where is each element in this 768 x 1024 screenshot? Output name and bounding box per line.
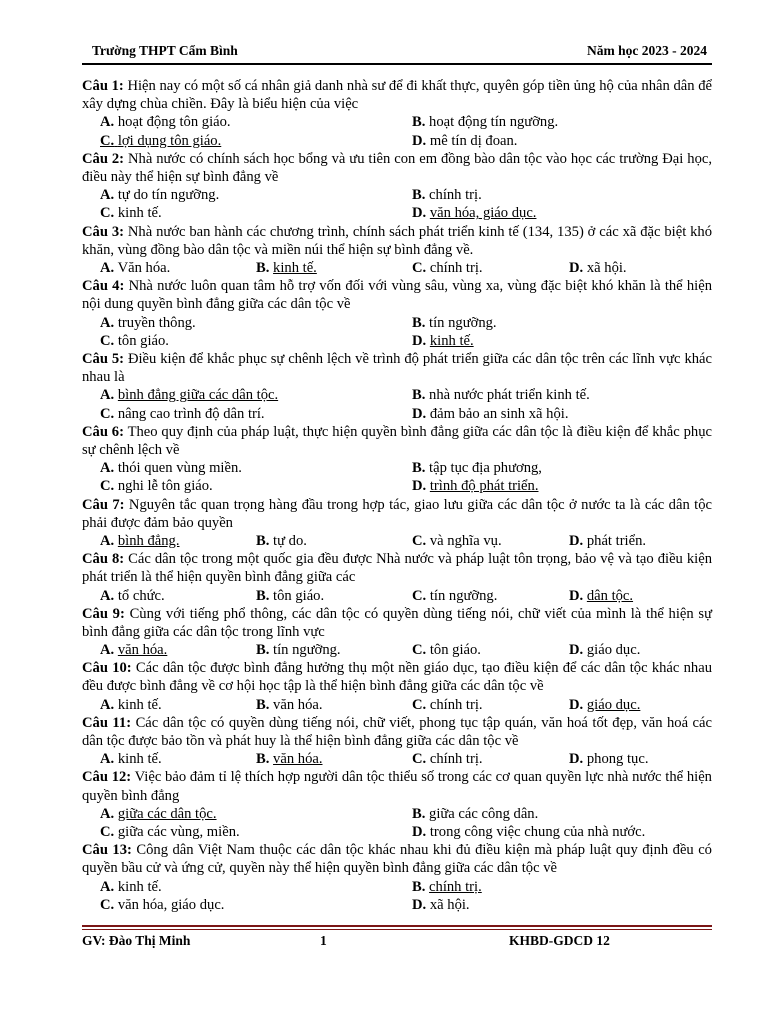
option-c[interactable]: C. chính trị. [412, 259, 483, 276]
option-d[interactable]: D. giáo dục. [569, 642, 641, 659]
subject-code: KHBD-GDCD 12 [509, 933, 610, 948]
question-text: Cùng với tiếng phổ thông, các dân tộc có quyền dùng tiếng nói, chữ viết của mình là thể hiện sự bình đẳng giữa các dân tộc trong lĩnh vực [82, 605, 712, 640]
question-8 [82, 550, 712, 586]
question-text: Nhà nước có chính sách học bổng và ưu tiên con em đồng bào dân tộc vào học các trường Đại học, điều này thể hiện sự bình đẳng về [82, 150, 712, 185]
option-d[interactable]: D. kinh tế. [412, 332, 474, 349]
options-row [82, 132, 712, 150]
page-header [82, 43, 712, 63]
options-row [82, 186, 712, 204]
question-12 [82, 768, 712, 804]
option-a[interactable]: A. giữa các dân tộc. [100, 805, 217, 822]
question-text: Nhà nước ban hành các chương trình, chính sách phát triển kinh tế (134, 135) ở các xã đặc biệt khó khăn, vùng đồng bào dân tộc và miền núi thể hiện sự bình đẳng về. [82, 223, 713, 258]
question-4 [82, 277, 712, 313]
page-number: 1 [320, 933, 327, 948]
option-a[interactable]: A. truyền thông. [100, 314, 196, 331]
option-b[interactable]: B. tín ngưỡng. [256, 642, 341, 659]
question-text: Các dân tộc trong một quốc gia đều được Nhà nước và pháp luật tôn trọng, bảo vệ và tạo điều kiện phát triển là thể hiện quyền bình đẳng giữa các [82, 551, 712, 586]
option-b[interactable]: B. nhà nước phát triển kinh tế. [412, 387, 590, 404]
option-d[interactable]: D. đảm bảo an sinh xã hội. [412, 405, 569, 422]
option-b[interactable]: B. kinh tế. [256, 259, 317, 276]
options-row [82, 259, 712, 277]
question-7 [82, 496, 712, 532]
option-a[interactable]: A. kinh tế. [100, 878, 162, 895]
question-number: Câu 13: [82, 842, 132, 859]
option-a[interactable]: A. bình đẳng. [100, 532, 180, 549]
question-3 [82, 223, 712, 259]
option-b[interactable]: B. giữa các công dân. [412, 805, 539, 822]
question-text: Nguyên tắc quan trọng hàng đầu trong hợp tác, giao lưu giữa các dân tộc ở nước ta là các dân tộc phải được đảm bảo quyền [82, 496, 712, 531]
question-11 [82, 714, 712, 750]
question-text: Nhà nước luôn quan tâm hỗ trợ vốn đối với vùng sâu, vùng xa, vùng đặc biệt khó khăn là thể hiện nội dung quyền bình đẳng giữa các dân tộc về [82, 278, 712, 313]
question-number: Câu 8: [82, 551, 125, 568]
question-number: Câu 3: [82, 223, 124, 240]
option-b[interactable]: B. hoạt động tín ngưỡng. [412, 114, 559, 131]
option-d[interactable]: D. xã hội. [569, 259, 627, 276]
option-a[interactable]: A. tự do tín ngưỡng. [100, 187, 220, 204]
option-b[interactable]: B. văn hóa. [256, 751, 323, 768]
question-text: Công dân Việt Nam thuộc các dân tộc khác nhau khi đủ điều kiện mà pháp luật quy định đều có quyền bầu cử và ứng cử, quyền này thể hiện quyền bình đẳng giữa các dân tộc về [82, 842, 712, 877]
question-text: Theo quy định của pháp luật, thực hiện quyền bình đẳng giữa các dân tộc là điều kiện để khắc phục sự chênh lệch về [82, 423, 712, 458]
question-5 [82, 350, 712, 386]
option-a[interactable]: A. bình đẳng giữa các dân tộc. [100, 387, 279, 404]
option-a[interactable]: A. văn hóa. [100, 642, 168, 659]
option-a[interactable]: A. kinh tế. [100, 751, 162, 768]
question-13 [82, 841, 712, 877]
option-a[interactable]: A. thói quen vùng miền. [100, 460, 242, 477]
question-number: Câu 7: [82, 496, 125, 513]
question-text: Các dân tộc có quyền dùng tiếng nói, chữ viết, phong tục tập quán, văn hoá tốt đẹp, văn hoá các dân tộc được bảo tồn và phát huy là thể hiện bình đẳng giữa các dân tộc về [82, 714, 712, 750]
option-b[interactable]: B. tín ngưỡng. [412, 314, 497, 331]
option-b[interactable]: B. tự do. [256, 532, 307, 549]
option-d[interactable]: D. mê tín dị đoan. [412, 132, 518, 149]
option-b[interactable]: B. chính trị. [412, 187, 482, 204]
question-number: Câu 6: [82, 423, 124, 440]
options-row [82, 696, 712, 714]
question-text: Điều kiện để khắc phục sự chênh lệch về trình độ phát triển giữa các dân tộc trên các lĩnh vực khác nhau là [82, 350, 712, 386]
question-number: Câu 10: [82, 660, 132, 677]
option-c[interactable]: C. chính trị. [412, 751, 483, 768]
school-name: Trường THPT Cẩm Bình [92, 43, 238, 58]
option-d[interactable]: D. giáo dục. [569, 696, 641, 713]
option-b[interactable]: B. văn hóa. [256, 696, 323, 713]
question-number: Câu 12: [82, 769, 132, 786]
options-row [82, 878, 712, 896]
option-c[interactable]: C. tín ngưỡng. [412, 587, 498, 604]
question-number: Câu 9: [82, 605, 125, 622]
question-1 [82, 77, 712, 113]
option-c[interactable]: C. tôn giáo. [100, 332, 169, 349]
options-row [82, 332, 712, 350]
header-rule [82, 63, 712, 65]
options-row [82, 386, 712, 404]
question-number: Câu 1: [82, 78, 124, 94]
option-c[interactable]: C. nghi lễ tôn giáo. [100, 478, 213, 495]
options-row [82, 477, 712, 495]
options-row [82, 805, 712, 823]
options-row [82, 823, 712, 841]
options-row [82, 750, 712, 768]
options-row [82, 405, 712, 423]
question-number: Câu 4: [82, 278, 125, 295]
question-list [82, 77, 712, 914]
question-number: Câu 11: [82, 714, 132, 731]
option-d[interactable]: D. phong tục. [569, 751, 649, 768]
question-text: Các dân tộc được bình đẳng hưởng thụ một nền giáo dục, tạo điều kiện để các dân tộc khác nhau đều được bình đẳng về cơ hội học tập là thể hiện bình đẳng giữa các dân tộc về [82, 660, 712, 695]
option-c[interactable]: C. giữa các vùng, miền. [100, 824, 240, 841]
question-9 [82, 605, 712, 641]
footer-rule-thin [82, 929, 712, 930]
option-c[interactable]: C. và nghĩa vụ. [412, 532, 502, 549]
option-c[interactable]: C. văn hóa, giáo dục. [100, 896, 225, 913]
option-c[interactable]: C. tôn giáo. [412, 642, 481, 659]
question-number: Câu 2: [82, 150, 125, 167]
question-number: Câu 5: [82, 350, 125, 367]
option-b[interactable]: B. tôn giáo. [256, 587, 325, 604]
option-d[interactable]: D. trong công việc chung của nhà nước. [412, 824, 646, 841]
option-c[interactable]: C. nâng cao trình độ dân trí. [100, 405, 265, 422]
option-c[interactable]: C. lợi dụng tôn giáo. [100, 132, 222, 149]
teacher-name: GV: Đào Thị Minh [82, 933, 191, 948]
options-row [82, 896, 712, 914]
option-b[interactable]: B. chính trị. [412, 878, 482, 895]
option-a[interactable]: A. hoạt động tôn giáo. [100, 114, 231, 131]
option-d[interactable]: D. xã hội. [412, 896, 470, 913]
question-text: Việc bảo đảm tỉ lệ thích hợp người dân tộc thiểu số trong các cơ quan quyền lực nhà nước thể hiện quyền bình đẳng [82, 769, 712, 804]
question-6 [82, 423, 712, 459]
footer-rule [82, 925, 712, 927]
option-a[interactable]: A. kinh tế. [100, 696, 162, 713]
option-a[interactable]: A. tổ chức. [100, 587, 165, 604]
options-row [82, 641, 712, 659]
question-10 [82, 659, 712, 695]
question-text: Hiện nay có một số cá nhân giả danh nhà sư để đi khất thực, quyên góp tiền ủng hộ của nhân dân để xây dựng chùa chiền. Đây là biểu hiện của việc [82, 78, 712, 113]
option-d[interactable]: D. văn hóa, giáo dục. [412, 205, 537, 222]
page-footer [82, 933, 712, 953]
options-row [82, 587, 712, 605]
option-b[interactable]: B. tập tục địa phương, [412, 460, 542, 477]
option-c[interactable]: C. chính trị. [412, 696, 483, 713]
options-row [82, 532, 712, 550]
options-row [82, 459, 712, 477]
question-2 [82, 150, 712, 186]
option-d[interactable]: D. phát triển. [569, 532, 647, 549]
school-year: Năm học 2023 - 2024 [587, 43, 707, 58]
option-d[interactable]: D. trình độ phát triển. [412, 478, 539, 495]
options-row [82, 113, 712, 131]
option-a[interactable]: A. Văn hóa. [100, 259, 171, 276]
option-d[interactable]: D. dân tộc. [569, 587, 634, 604]
options-row [82, 314, 712, 332]
option-c[interactable]: C. kinh tế. [100, 205, 162, 222]
options-row [82, 204, 712, 222]
